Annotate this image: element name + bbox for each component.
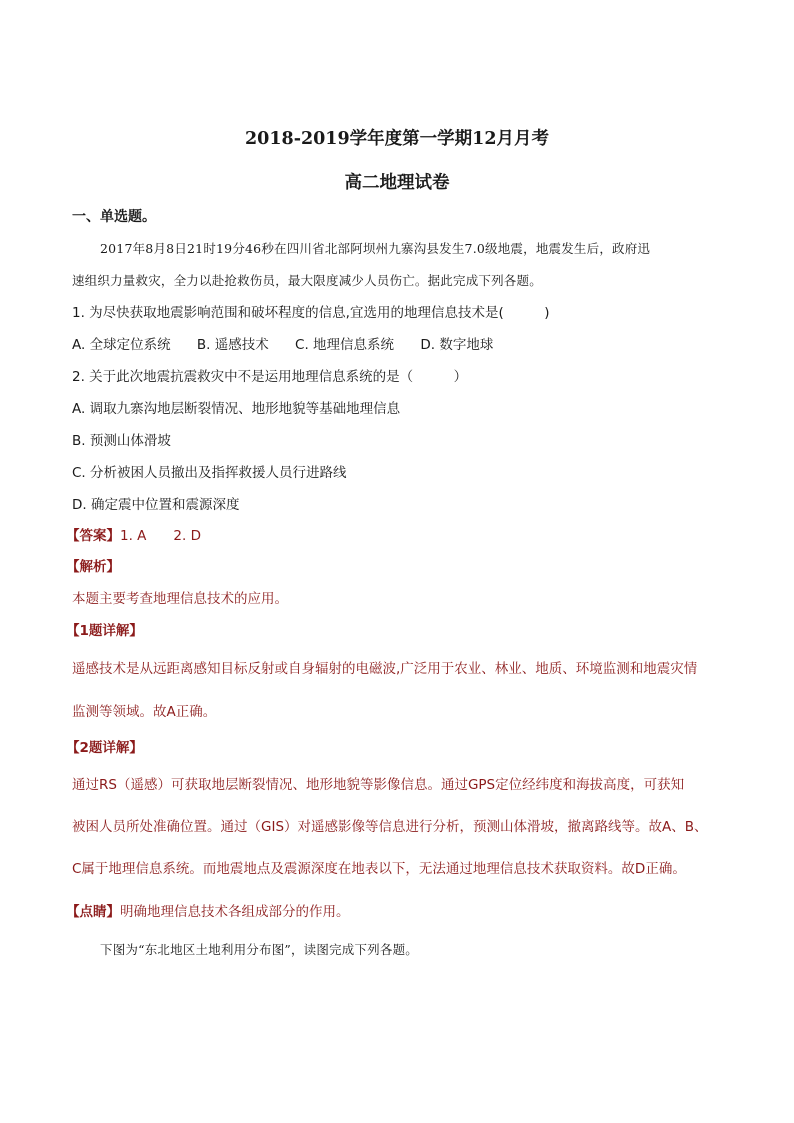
q2-option-b: B. 预测山体滑坡 [72,433,171,449]
tip-row [66,903,350,921]
answer-label: 【答案】 [66,528,120,544]
tip-text: 明确地理信息技术各组成部分的作用。 [120,904,350,920]
q1-option-c: C. 地理信息系统 [295,337,395,353]
q2-option-c: C. 分析被困人员撤出及指挥救援人员行进路线 [72,465,347,481]
detail-2-line3: C属于地理信息系统。而地震地点及震源深度在地表以下，无法通过地理信息技术获取资料。故D正确。 [72,861,686,877]
question-2-stem: 2. 关于此次地震抗震救灾中不是运用地理信息系统的是（ ） [72,369,468,385]
tip-label: 【点睛】 [66,904,120,920]
detail-2-line2: 被困人员所处准确位置。通过（GIS）对遥感影像等信息进行分析，预测山体滑坡，撤离路线等。故A、B、 [72,819,708,835]
analysis-label: 【解析】 [66,559,120,575]
next-question-intro: 下图为“东北地区土地利用分布图”，读图完成下列各题。 [100,942,418,957]
detail-1-line1: 遥感技术是从远距离感知目标反射或自身辐射的电磁波,广泛用于农业、林业、地质、环境监测和地震灾情 [72,661,698,677]
q2-option-d: D. 确定震中位置和震源深度 [72,497,240,513]
analysis-text: 本题主要考查地理信息技术的应用。 [72,591,288,607]
detail-1-label: 【1题详解】 [66,623,143,639]
question-1-options [72,336,515,354]
exam-title: 2018-2019学年度第一学期12月月考 [244,129,550,149]
q1-option-b: B. 遥感技术 [196,337,269,353]
detail-2-label: 【2题详解】 [66,740,143,756]
intro-paragraph-line2: 速组织力量救灾，全力以赴抢救伤员，最大限度减少人员伤亡。据此完成下列各题。 [72,273,542,288]
q2-option-a: A. 调取九寨沟地层断裂情况、地形地貌等基础地理信息 [72,401,401,417]
q1-option-d: D. 数字地球 [420,337,494,353]
detail-1-line2: 监测等领域。故A正确。 [72,704,217,720]
exam-subtitle: 高二地理试卷 [344,173,450,193]
q1-option-a: A. 全球定位系统 [72,337,171,353]
intro-paragraph-line1: 2017年8月8日21时19分46秒在四川省北部阿坝州九寨沟县发生7.0级地震，地震发生后，政府迅 [100,241,651,256]
answer-value: 1. A 2. D [120,528,201,544]
section-heading: 一、单选题。 [72,209,156,225]
detail-2-line1: 通过RS（遥感）可获取地层断裂情况、地形地貌等影像信息。通过GPS定位经纬度和海拔高度，可获知 [72,777,685,793]
question-1-stem: 1. 为尽快获取地震影响范围和破坏程度的信息,宜选用的地理信息技术是( ) [72,305,550,321]
answer-row [66,527,201,545]
